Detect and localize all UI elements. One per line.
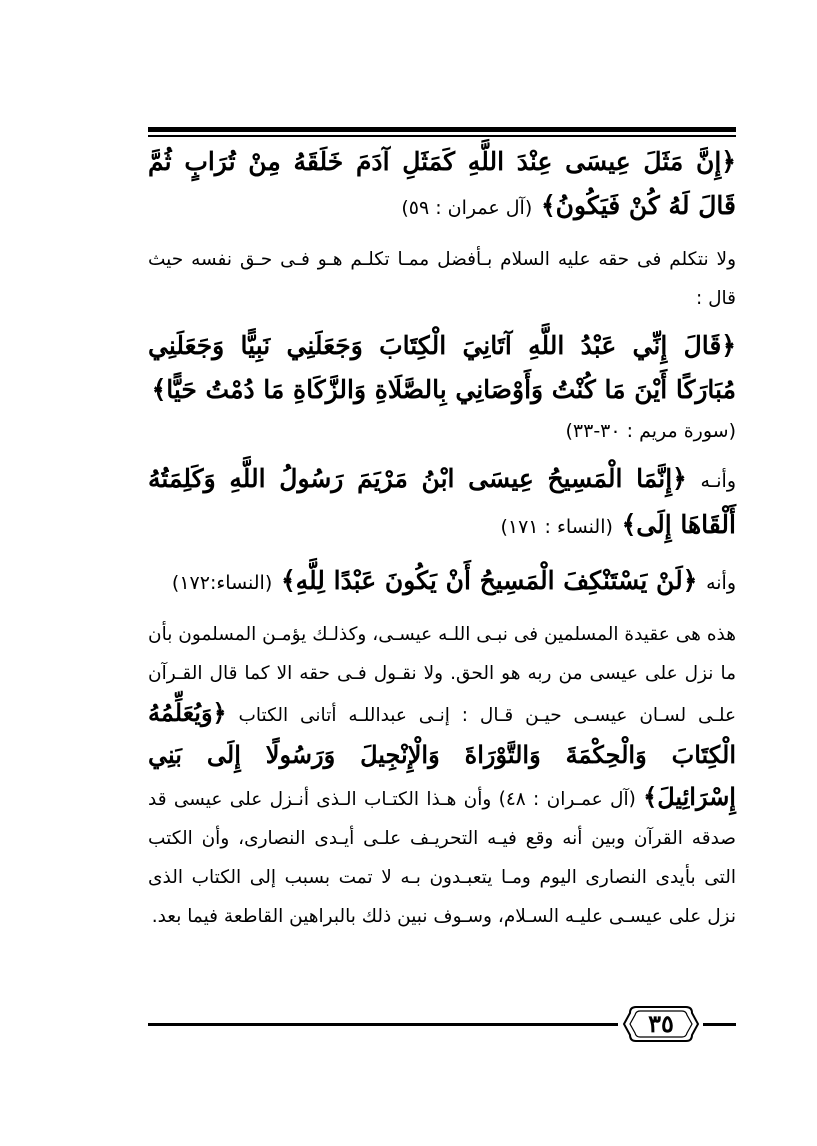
paragraph-main-text: [148, 615, 736, 936]
page-number: ٣٥: [648, 1009, 674, 1038]
verse-reference: (النساء : ١٧١): [500, 516, 613, 538]
paragraph-verse-nisa-171: [148, 457, 736, 549]
paragraph-verse-maryam: [148, 324, 736, 412]
body-text: ولا نتكلم فى حقه عليه السلام بـأفضل ممـا تكلـم هـو فـى حـق نفسه حيث قال :: [148, 249, 736, 309]
paragraph-verse-nisa-172: [148, 559, 736, 605]
paragraph-text: [148, 240, 736, 318]
body-text: هذه هى عقيدة المسلمين فى نبـى اللـه عيسـى، وكذلـك يؤمـن المسلمون بأن ما نزل على عيسى من ربه هو الحق. ولا نقـول فـى حقه الا كما قال القـرآن علـى لسـان عيسـى حيـن قـال : إنـى عبداللـه أتانى الكتاب: [148, 624, 736, 726]
intro-text: وأنه: [706, 572, 736, 594]
header-rule-thin: [148, 135, 736, 137]
quran-verse: ﴿قَالَ إِنِّي عَبْدُ اللَّهِ آتَانِيَ الْكِتَابَ وَجَعَلَنِي نَبِيًّا وَجَعَلَنِي مُبَارَكًا أَيْنَ مَا كُنْتُ وَأَوْصَانِي بِالصَّلَاةِ وَالزَّكَاةِ مَا دُمْتُ حَيًّا﴾: [148, 331, 736, 404]
quran-verse: ﴿إِنَّ مَثَلَ عِيسَى عِنْدَ اللَّهِ كَمَثَلِ آدَمَ خَلَقَهُ مِنْ تُرَابٍ ثُمَّ قَالَ لَهُ كُنْ فَيَكُونُ﴾: [148, 147, 736, 220]
body-text: (آل عمـران : ٤٨) وأن هـذا الكتـاب الـذى أنـزل على عيسى قد صدقه القرآن وبين أنه وقع فيـه التحريـف علـى أيـدى النصارى، وأن الكتب التى بأيدى النصارى اليوم ومـا يتعبـدون بـه لا تمت بسبب إلى الكتاب الذى نزل على عيسـى عليـه السـلام، وسـوف نبين ذلك بالبراهين القاطعة فيما بعد.: [148, 789, 736, 927]
quran-verse: ﴿إِنَّمَا الْمَسِيحُ عِيسَى ابْنُ مَرْيَمَ رَسُولُ اللَّهِ وَكَلِمَتُهُ أَلْقَاهَا إِلَى﴾: [148, 464, 736, 539]
verse-reference: (النساء:١٧٢): [171, 572, 273, 594]
paragraph-verse-al-imran-59: [148, 140, 736, 230]
quran-verse: ﴿لَنْ يَسْتَنْكِفَ الْمَسِيحُ أَنْ يَكُونَ عَبْدًا لِلَّهِ﴾: [280, 566, 698, 595]
page-body: [148, 140, 736, 936]
footer-rule-left: [148, 1023, 618, 1026]
quran-verse: ﴿وَيُعَلِّمُهُ الْكِتَابَ وَالْحِكْمَةَ وَالتَّوْرَاةَ وَالْإِنْجِيلَ وَرَسُولًا إِلَى بَنِي إِسْرَائِيلَ﴾: [148, 698, 736, 811]
verse-reference: (آل عمران : ٥٩): [401, 197, 533, 219]
intro-text: وأنـه: [700, 470, 736, 492]
header-rule-thick: [148, 127, 736, 132]
paragraph-reference: [148, 412, 736, 451]
page-footer: [148, 1005, 736, 1045]
verse-reference: (سورة مريم : ٣٠-٣٣): [565, 420, 736, 442]
footer-rule-right: [703, 1023, 736, 1026]
